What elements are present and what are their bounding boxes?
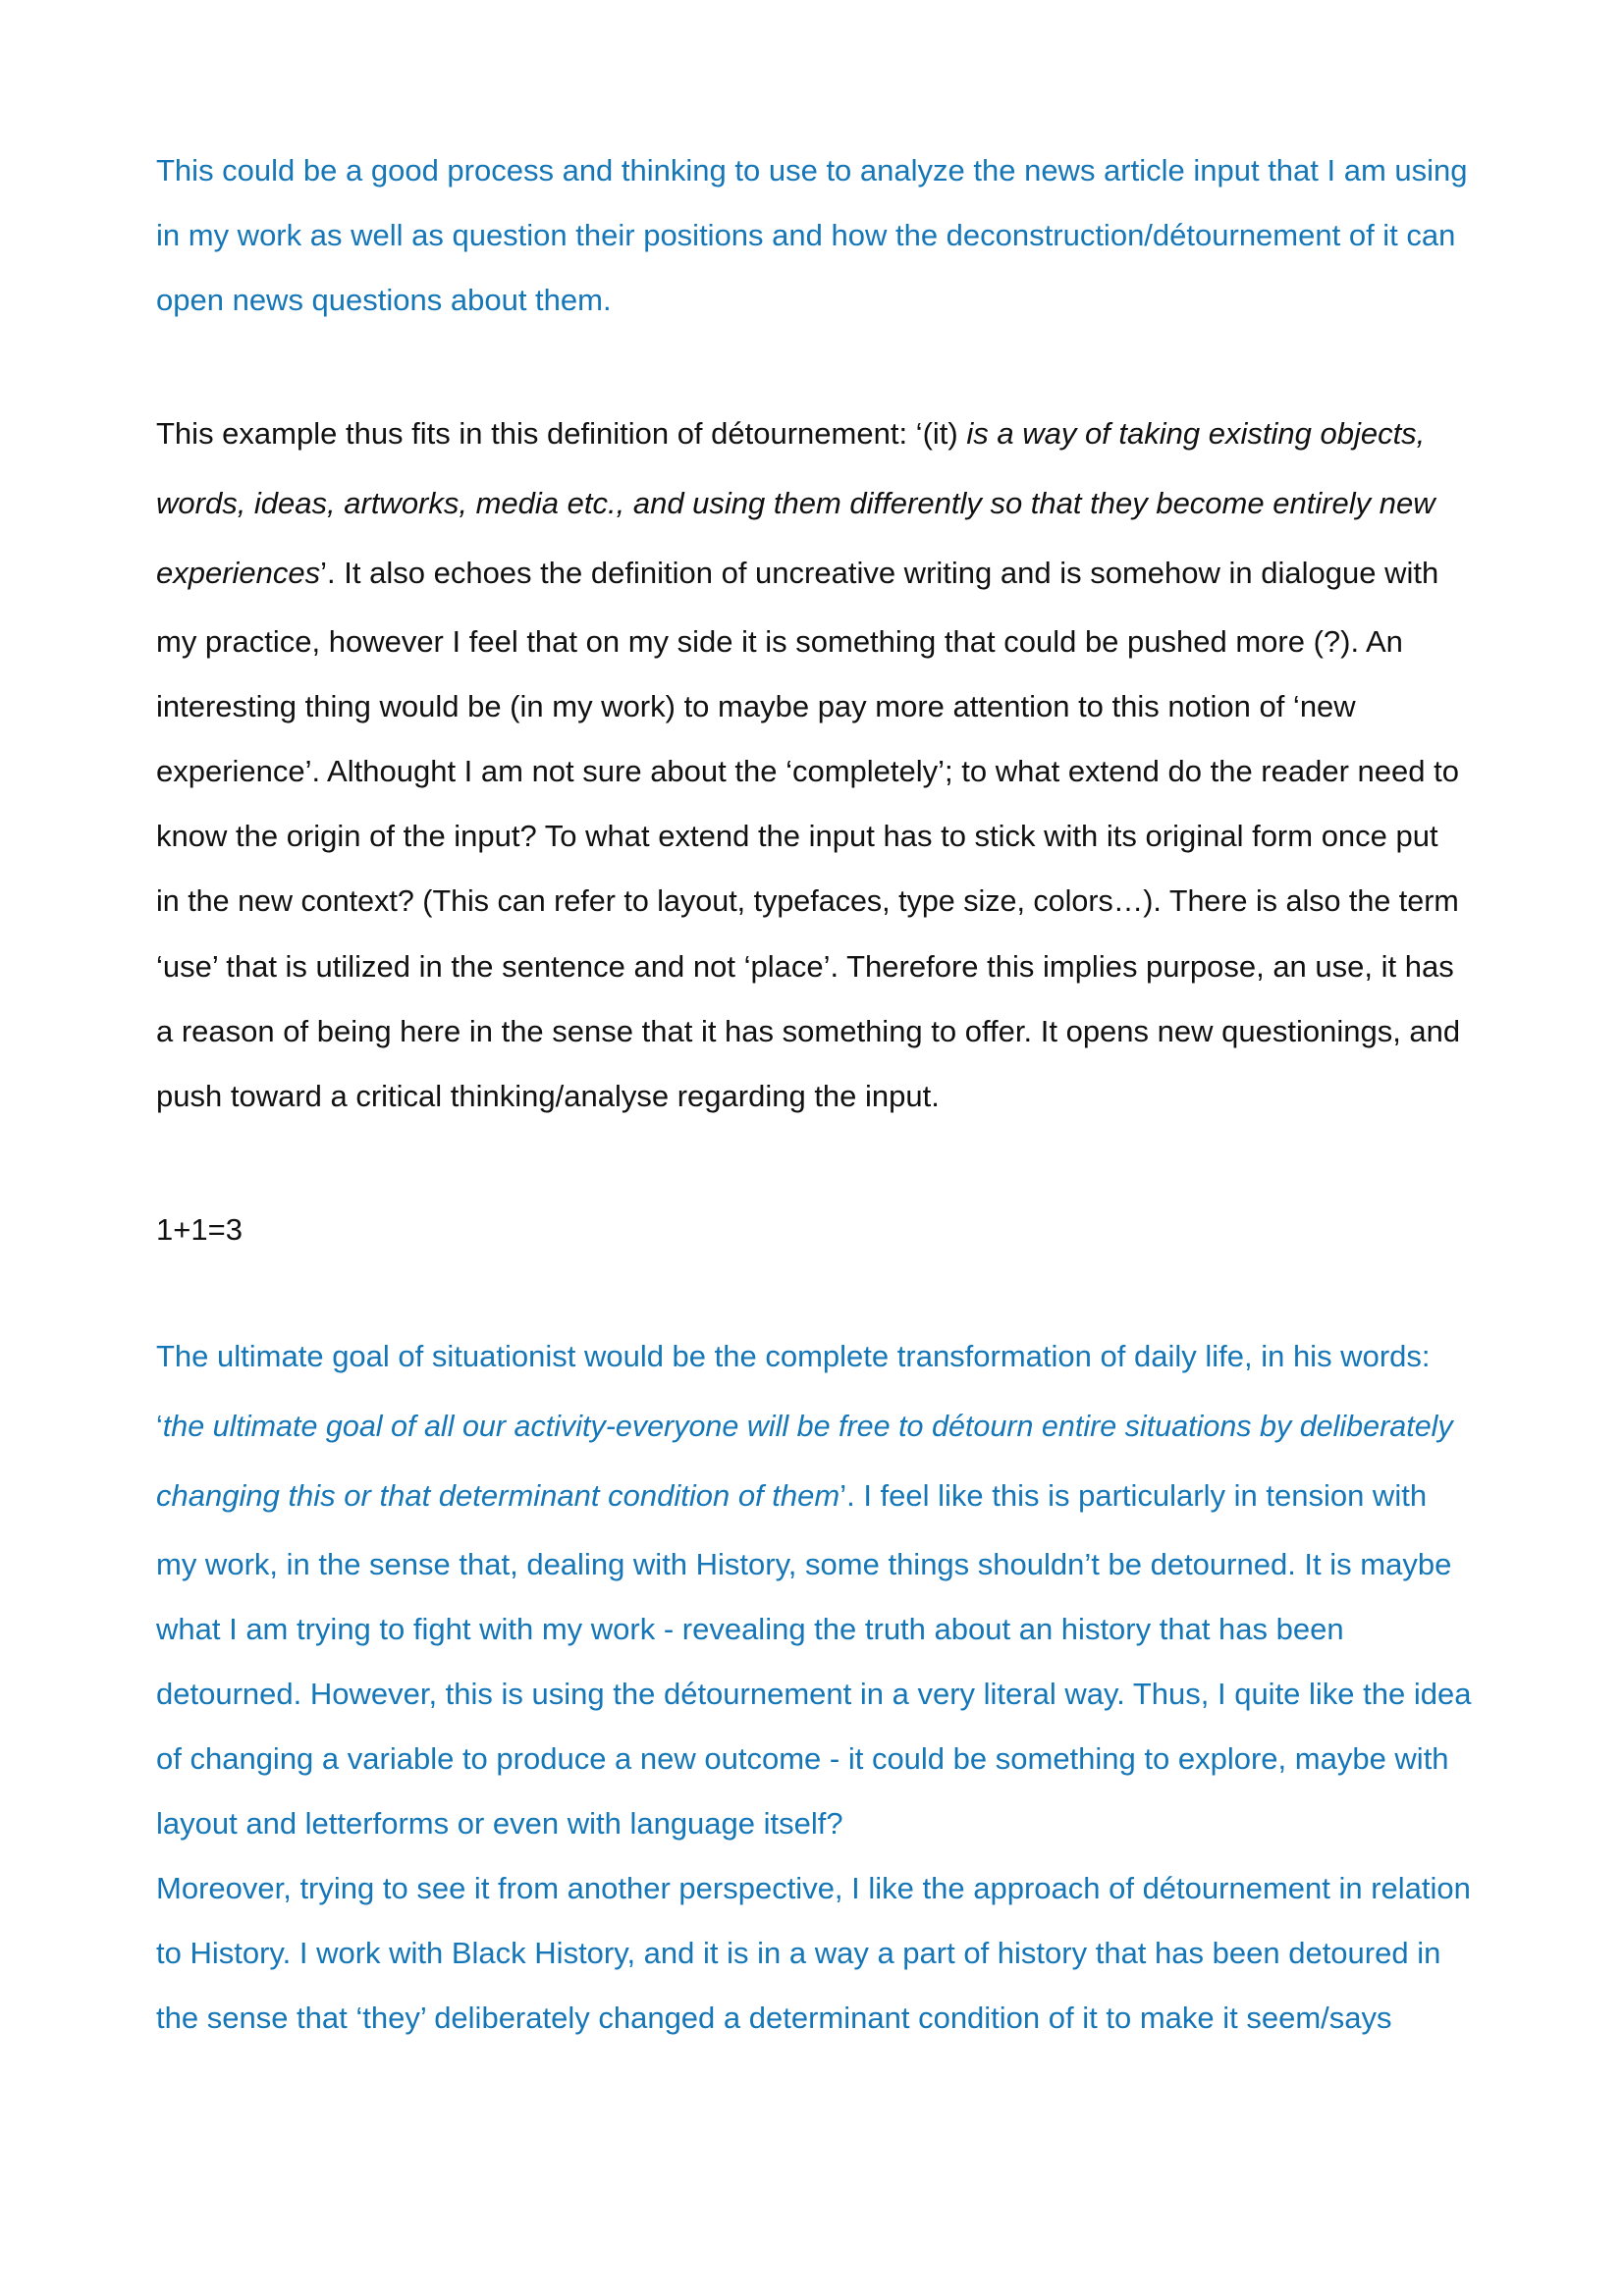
- p2-line-3-text: ’. It also echoes the definition of uncreative writing and is somehow in dialogue with: [320, 556, 1439, 590]
- p2-line-2: [156, 486, 1435, 521]
- p3-line-11: the sense that ‘they’ deliberately changed a determinant condition of it to make it seem/says: [156, 2001, 1392, 2035]
- p2-line-9: ‘use’ that is utilized in the sentence and not ‘place’. Therefore this implies purpose, an use, it has: [156, 949, 1454, 984]
- p2-line-1: [156, 416, 1425, 452]
- p3-line-3: [156, 1478, 1427, 1514]
- p2-line-3: [156, 556, 1438, 591]
- p2-line-1-text: This example thus fits in this definition of détournement: ‘(it): [156, 416, 967, 451]
- p2-line-3-quote: experiences: [156, 556, 321, 590]
- p3-line-3-quote: changing this or that determinant condition of them: [156, 1478, 840, 1513]
- p3-line-3-text: ’. I feel like this is particularly in tension with: [839, 1478, 1428, 1513]
- p3-line-2: [156, 1409, 1453, 1444]
- p2-line-10: a reason of being here in the sense that it has something to offer. It opens new questionings, and: [156, 1014, 1461, 1048]
- p2-line-1-quote: is a way of taking existing objects,: [966, 416, 1426, 451]
- p2-line-8: in the new context? (This can refer to layout, typefaces, type size, colors…). There is also the term: [156, 884, 1459, 918]
- p1-line-2: in my work as well as question their positions and how the deconstruction/détournement of it can: [156, 218, 1456, 252]
- p2-line-4: my practice, however I feel that on my side it is something that could be pushed more (?). An: [156, 624, 1403, 659]
- p3-line-7: of changing a variable to produce a new outcome - it could be something to explore, maybe with: [156, 1741, 1449, 1776]
- p3-line-8: layout and letterforms or even with language itself?: [156, 1806, 843, 1841]
- p3-line-9: Moreover, trying to see it from another perspective, I like the approach of détournement in relation: [156, 1871, 1471, 1905]
- p3-line-1: The ultimate goal of situationist would be the complete transformation of daily life, in his words:: [156, 1339, 1431, 1373]
- p2-line-11: push toward a critical thinking/analyse regarding the input.: [156, 1079, 940, 1113]
- p3-line-2-text: ‘: [156, 1410, 163, 1443]
- p1-line-1: This could be a good process and thinking to use to analyze the news article input that I am using: [156, 153, 1468, 187]
- p3-line-6: detourned. However, this is using the détournement in a very literal way. Thus, I quite like the idea: [156, 1677, 1472, 1711]
- p3-line-10: to History. I work with Black History, and it is in a way a part of history that has been detoured in: [156, 1936, 1441, 1970]
- p2-line-6: experience’. Althought I am not sure about the ‘completely’; to what extend do the reader need to: [156, 754, 1459, 788]
- p3-line-2-quote: the ultimate goal of all our activity-everyone will be free to détourn entire situations by deliberately: [162, 1410, 1453, 1443]
- p2-line-2-quote: words, ideas, artworks, media etc., and using them differently so that they become entirely new: [156, 486, 1435, 520]
- p2-line-5: interesting thing would be (in my work) to maybe pay more attention to this notion of ‘new: [156, 689, 1356, 723]
- p1-line-3: open news questions about them.: [156, 283, 612, 317]
- p3-line-5: what I am trying to fight with my work - revealing the truth about an history that has been: [156, 1612, 1344, 1646]
- p2-line-7: know the origin of the input? To what extend the input has to stick with its original form once put: [156, 819, 1438, 853]
- equation: 1+1=3: [156, 1212, 243, 1247]
- p3-line-4: my work, in the sense that, dealing with History, some things shouldn’t be detourned. It is maybe: [156, 1547, 1452, 1581]
